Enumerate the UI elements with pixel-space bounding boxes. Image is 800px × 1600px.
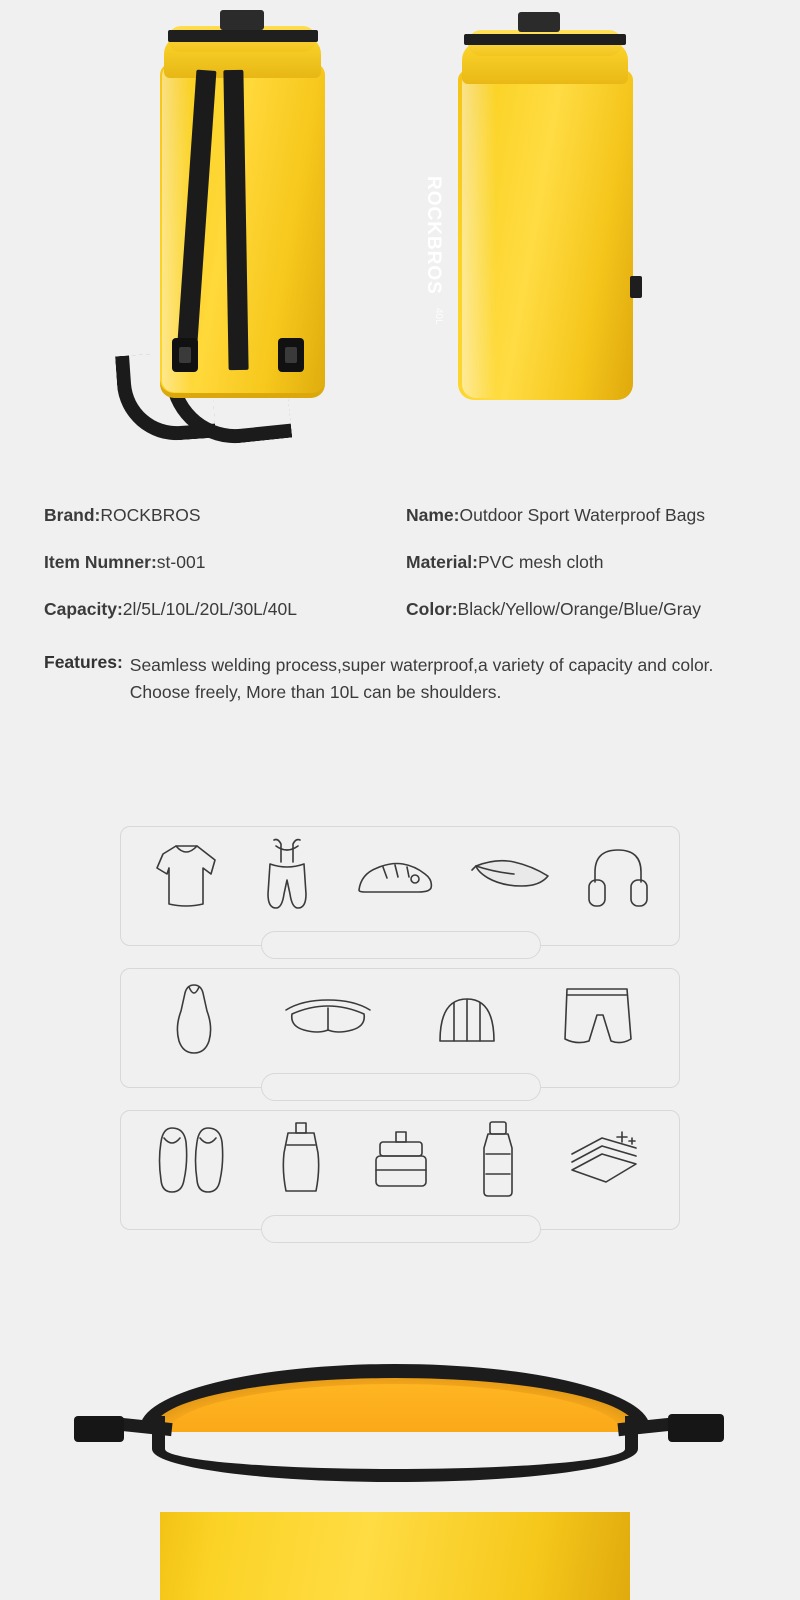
soap-box-icon bbox=[370, 1128, 432, 1197]
top-buckle-back bbox=[518, 12, 560, 32]
bottle-icon bbox=[474, 1118, 522, 1207]
spec-brand bbox=[44, 505, 400, 526]
bib-shorts-icon bbox=[254, 836, 320, 921]
spec-row-brand-name bbox=[0, 505, 800, 526]
jersey-icon bbox=[151, 838, 221, 919]
buckle-clip-left bbox=[74, 1416, 124, 1442]
folded-towels-icon bbox=[564, 1128, 644, 1197]
spec-brand-value: ROCKBROS bbox=[100, 505, 201, 525]
toothpaste-tube-icon bbox=[274, 1119, 328, 1206]
top-buckle bbox=[220, 10, 264, 30]
top-strap-back bbox=[464, 34, 626, 45]
spec-capacity-value: 2l/5L/10L/20L/30L/40L bbox=[122, 599, 297, 619]
product-specs bbox=[0, 505, 800, 706]
product-image-front bbox=[110, 8, 360, 458]
strap-clip-left bbox=[172, 338, 198, 372]
spec-color-value: Black/Yellow/Orange/Blue/Gray bbox=[457, 599, 702, 619]
panel-travel-toiletries bbox=[120, 1110, 680, 1230]
spec-features-label: Features: bbox=[44, 652, 123, 672]
spec-material-value: PVC mesh cloth bbox=[477, 552, 604, 572]
swim-cap-icon bbox=[434, 987, 500, 1054]
swim-trunks-icon bbox=[559, 981, 635, 1060]
spec-name bbox=[400, 505, 756, 526]
spec-item-label: Item Numner: bbox=[44, 552, 157, 572]
panel-swimming-gear bbox=[120, 968, 680, 1088]
panel-caption-cycling bbox=[261, 931, 541, 959]
brand-logo-on-bag: ROCKBROS bbox=[423, 176, 444, 295]
cycling-shoe-icon bbox=[353, 850, 437, 907]
capacity-mark-on-bag: 40L bbox=[433, 308, 444, 325]
swimsuit-icon bbox=[165, 977, 223, 1064]
strap-clip-right bbox=[278, 338, 304, 372]
open-bag-rim-front bbox=[152, 1416, 638, 1482]
bag-highlight-back bbox=[462, 72, 496, 398]
panel-cycling-gear bbox=[120, 826, 680, 946]
top-strap bbox=[168, 30, 318, 42]
panel-caption-toiletries bbox=[261, 1215, 541, 1243]
buckle-clip-right bbox=[668, 1414, 724, 1442]
spec-features-value: Seamless welding process,super waterproof,a variety of capacity and color. Choose freely, More than 10L can be shoulders. bbox=[129, 655, 714, 703]
headphones-icon bbox=[587, 842, 649, 915]
spec-material-label: Material: bbox=[406, 552, 478, 572]
side-tab bbox=[630, 276, 642, 298]
spec-name-value: Outdoor Sport Waterproof Bags bbox=[459, 505, 705, 525]
spec-item-number bbox=[44, 552, 400, 573]
spec-row-capacity-color bbox=[0, 599, 800, 620]
product-image-back bbox=[423, 8, 670, 448]
sunglasses-icon bbox=[470, 854, 554, 903]
spec-capacity bbox=[44, 599, 400, 620]
spec-material bbox=[400, 552, 756, 573]
spec-brand-label: Brand: bbox=[44, 505, 101, 525]
swim-goggles-icon bbox=[282, 996, 374, 1045]
hero-product-images bbox=[0, 0, 800, 500]
spec-color bbox=[400, 599, 756, 620]
spec-row-item-material bbox=[0, 552, 800, 573]
spec-color-label: Color: bbox=[406, 599, 458, 619]
panel-caption-swimming bbox=[261, 1073, 541, 1101]
spec-item-value: st-001 bbox=[156, 552, 206, 572]
flip-flops-icon bbox=[156, 1122, 232, 1203]
spec-features bbox=[0, 646, 800, 706]
spec-capacity-label: Capacity: bbox=[44, 599, 123, 619]
usage-icon-panels bbox=[0, 826, 800, 1252]
product-image-open-top bbox=[0, 1320, 800, 1600]
spec-name-label: Name: bbox=[406, 505, 460, 525]
